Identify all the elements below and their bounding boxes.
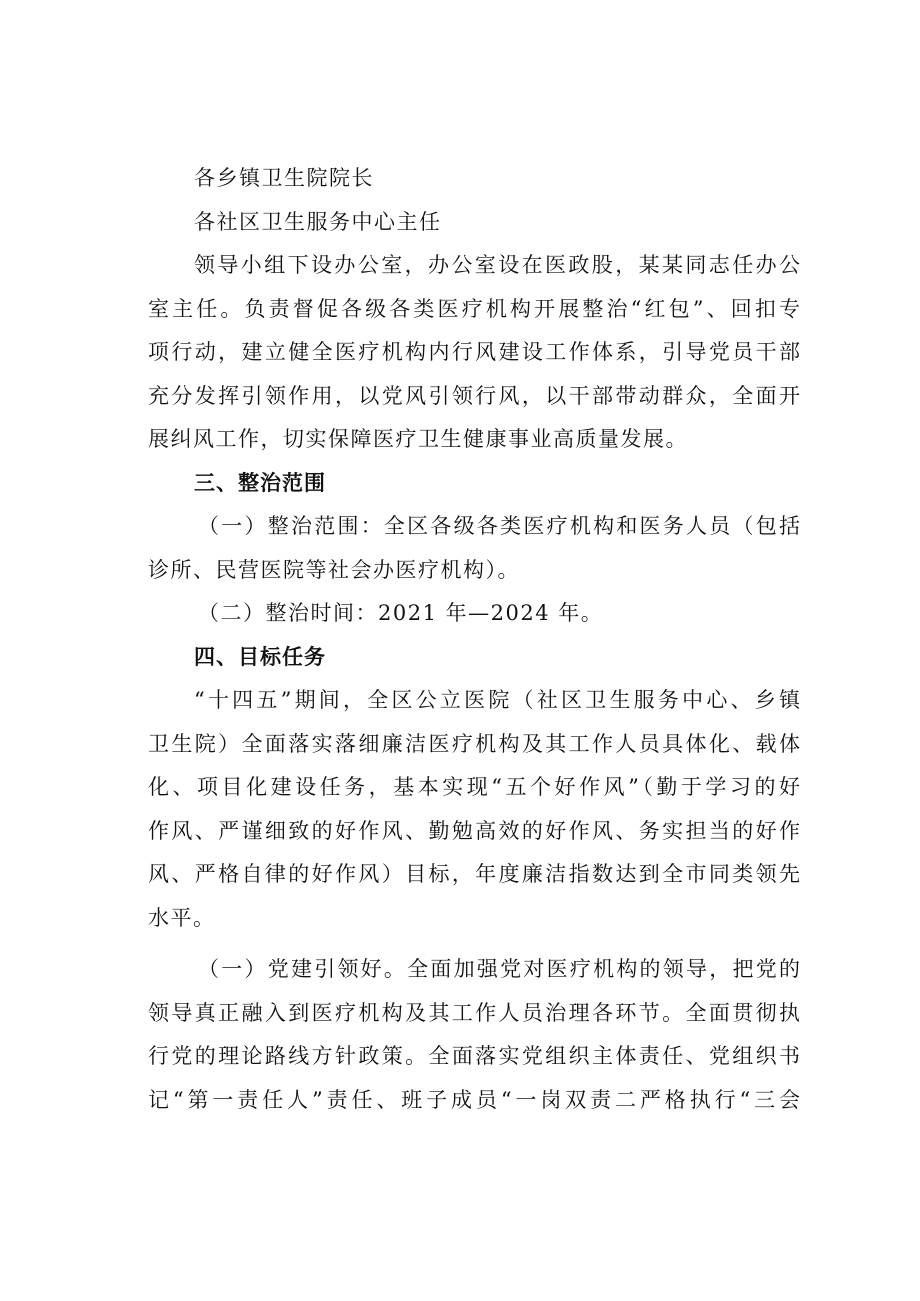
paragraph-line: 领导真正融入到医疗机构及其工作人员治理各环节。全面贯彻执 — [148, 1000, 800, 1025]
paragraph-line: 领导小组下设办公室，办公室设在医政股，某某同志任办公 — [194, 253, 800, 277]
section-heading: 四、目标任务 — [194, 644, 326, 669]
paragraph-line: 记“第一责任人”责任、班子成员“一岗双责二严格执行“三会 — [148, 1087, 800, 1112]
paragraph-line: 行党的理论路线方针政策。全面落实党组织主体责任、党组织书 — [148, 1044, 800, 1068]
text-line: 各社区卫生服务中心主任 — [194, 209, 442, 234]
paragraph-line: 作风、严谨细致的好作风、勤勉高效的好作风、务实担当的好作 — [148, 818, 800, 843]
paragraph-line: 项行动，建立健全医疗机构内行风建设工作体系，引导党员干部 — [148, 340, 800, 364]
document-body — [148, 157, 800, 1122]
paragraph-line: 诊所、民营医院等社会办医疗机构）。 — [148, 557, 520, 582]
paragraph-line: 充分发挥引领作用，以党风引领行风，以干部带动群众，全面开 — [148, 383, 800, 408]
paragraph-line: 展纠风工作，切实保障医疗卫生健康事业高质量发展。 — [148, 427, 688, 451]
paragraph-line: “十四五”期间，全区公立医院（社区卫生服务中心、乡镇 — [194, 688, 800, 712]
paragraph-line: 水平。 — [148, 905, 216, 930]
paragraph-gap — [148, 940, 800, 948]
paragraph-line: 化、项目化建设任务，基本实现“五个好作风”（勤于学习的好 — [148, 775, 800, 799]
paragraph-line: （二）整治时间：2021 年—2024 年。 — [198, 601, 604, 625]
section-heading: 三、整治范围 — [194, 470, 326, 495]
paragraph-line: 风、严格自律的好作风）目标，年度廉洁指数达到全市同类领先 — [148, 862, 800, 886]
text-line: 各乡镇卫生院院长 — [194, 166, 374, 190]
paragraph-line: 室主任。负责督促各级各类医疗机构开展整治“红包”、回扣专 — [148, 296, 800, 321]
paragraph-line: （一）整治范围：全区各级各类医疗机构和医务人员（包括 — [198, 514, 800, 538]
paragraph-line: 卫生院）全面落实落细廉洁医疗机构及其工作人员具体化、载体 — [148, 731, 800, 756]
paragraph-line: （一）党建引领好。全面加强党对医疗机构的领导，把党的 — [198, 957, 800, 981]
